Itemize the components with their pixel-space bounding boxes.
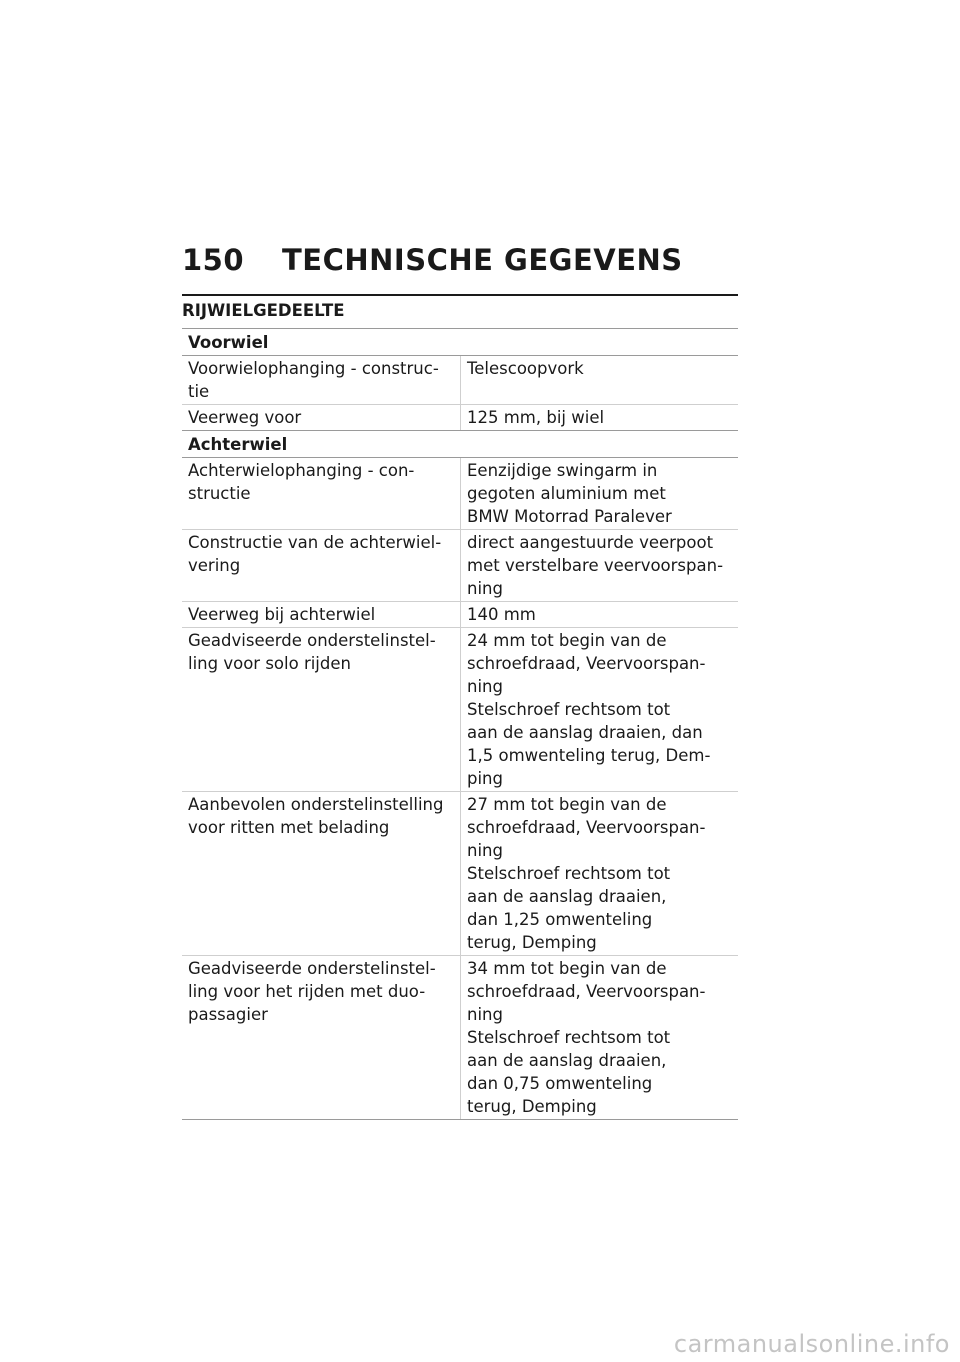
row-label: Veerweg bij achterwiel [188,605,376,624]
row-label: Voorwielophanging - construc- tie [188,359,439,401]
table-row [182,792,738,956]
row-value: 34 mm tot begin van de schroefdraad, Veervoorspan- ning Stelschroef rechtsom tot aan de aanslag draaien, dan 0,75 omwenteling terug, Demping [460,956,738,1119]
chapter-title: TECHNISCHE GEGEVENS [282,243,683,277]
row-value: 125 mm, bij wiel [460,405,738,430]
row-label: Geadviseerde onderstelinstel- ling voor het rijden met duo- passagier [188,959,436,1024]
group-title-voorwiel: Voorwiel [182,329,738,356]
section-title: RIJWIELGEDEELTE [182,294,738,326]
row-label: Geadviseerde onderstelinstel- ling voor solo rijden [188,631,436,673]
row-label: Veerweg voor [188,408,302,427]
table-row [182,956,738,1120]
row-label: Achterwielophanging - con- structie [188,461,415,503]
row-label: Constructie van de achterwiel- vering [188,533,442,575]
table-row [182,628,738,792]
row-label: Aanbevolen onderstelinstelling voor ritten met belading [188,795,444,837]
row-value: 24 mm tot begin van de schroefdraad, Veervoorspan- ning Stelschroef rechtsom tot aan de aanslag draaien, dan 1,5 omwenteling terug, Dem- ping [460,628,738,791]
row-value: 140 mm [460,602,738,627]
page-header [182,238,738,282]
spec-table [182,328,738,1120]
group-title-achterwiel: Achterwiel [182,431,738,458]
row-value: Telescoopvork [460,356,738,404]
table-row [182,602,738,628]
row-value: Eenzijdige swingarm in gegoten aluminium met BMW Motorrad Paralever [460,458,738,529]
table-row [182,356,738,405]
watermark: carmanualsonline.info [673,1330,950,1358]
table-row [182,405,738,431]
table-row [182,530,738,602]
row-value: direct aangestuurde veerpoot met verstelbare veervoorspan- ning [460,530,738,601]
page-number: 150 [182,243,245,277]
table-row [182,458,738,530]
row-value: 27 mm tot begin van de schroefdraad, Veervoorspan- ning Stelschroef rechtsom tot aan de aanslag draaien, dan 1,25 omwenteling terug, Demping [460,792,738,955]
